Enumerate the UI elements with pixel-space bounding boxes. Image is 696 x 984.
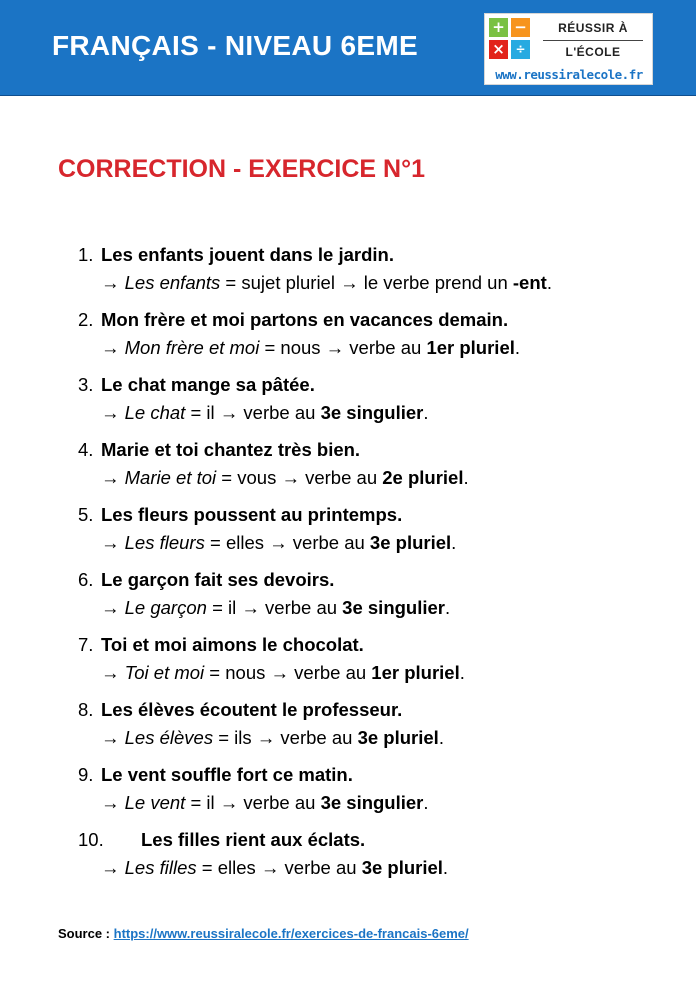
item-number: 1. bbox=[78, 244, 94, 265]
item-correction bbox=[101, 724, 678, 752]
source-label: Source : bbox=[58, 926, 114, 941]
item-sentence: Les enfants jouent dans le jardin. bbox=[101, 244, 394, 265]
item-conjugation: 2e pluriel bbox=[382, 467, 464, 488]
item-equivalence: = sujet pluriel bbox=[220, 272, 341, 293]
arrow-icon: → bbox=[101, 662, 120, 683]
item-number: 4. bbox=[78, 439, 94, 460]
divide-icon: ÷ bbox=[511, 40, 530, 59]
item-number: 5. bbox=[78, 504, 94, 525]
item-equivalence: = vous bbox=[216, 467, 282, 488]
arrow-icon: → bbox=[281, 467, 300, 488]
item-correction bbox=[101, 594, 678, 622]
arrow-icon: → bbox=[101, 532, 120, 553]
logo bbox=[484, 13, 653, 85]
item-correction bbox=[101, 529, 678, 557]
item-conjugation: 3e pluriel bbox=[369, 532, 452, 553]
list-item bbox=[78, 241, 678, 297]
item-conjugation: 3e pluriel bbox=[361, 857, 443, 878]
item-period: . bbox=[438, 727, 444, 748]
logo-text-line1: RÉUSSIR À bbox=[558, 21, 628, 35]
source-line bbox=[58, 926, 469, 941]
item-correction bbox=[101, 854, 678, 882]
item-equivalence: = elles bbox=[196, 857, 261, 878]
item-sentence: Le chat mange sa pâtée. bbox=[101, 374, 315, 395]
arrow-icon: → bbox=[241, 597, 260, 618]
minus-icon: − bbox=[511, 18, 530, 37]
item-period: . bbox=[423, 402, 429, 423]
item-period: . bbox=[442, 857, 449, 878]
item-number: 10. bbox=[78, 829, 104, 850]
page-title: CORRECTION - EXERCICE N°1 bbox=[58, 155, 425, 183]
plus-icon: + bbox=[489, 18, 508, 37]
item-rule: verbe au bbox=[259, 597, 343, 618]
list-item bbox=[78, 306, 678, 362]
arrow-icon: → bbox=[256, 727, 276, 748]
item-rule: verbe au bbox=[289, 662, 372, 683]
arrow-icon: → bbox=[219, 402, 239, 423]
item-subject: Le chat bbox=[124, 402, 186, 423]
list-item bbox=[78, 566, 678, 622]
item-sentence: Mon frère et moi partons en vacances demain. bbox=[101, 309, 509, 330]
list-item bbox=[78, 696, 678, 752]
item-number: 6. bbox=[78, 569, 94, 590]
item-subject: Les fleurs bbox=[124, 532, 205, 553]
item-conjugation: 1er pluriel bbox=[426, 337, 515, 358]
item-correction bbox=[101, 464, 678, 492]
arrow-icon: → bbox=[101, 792, 120, 813]
arrow-icon: → bbox=[101, 467, 120, 488]
item-subject: Mon frère et moi bbox=[124, 337, 260, 358]
item-sentence: Les élèves écoutent le professeur. bbox=[101, 699, 403, 720]
item-equivalence: = il bbox=[185, 402, 220, 423]
arrow-icon: → bbox=[101, 597, 120, 618]
item-correction bbox=[101, 334, 678, 362]
item-rule: verbe au bbox=[275, 727, 358, 748]
item-equivalence: = ils bbox=[213, 727, 257, 748]
item-subject: Les enfants bbox=[124, 272, 221, 293]
item-period: . bbox=[463, 467, 469, 488]
arrow-icon: → bbox=[101, 857, 120, 878]
item-subject: Marie et toi bbox=[124, 467, 217, 488]
logo-text-line2: L'ÉCOLE bbox=[565, 45, 621, 59]
item-rule: verbe au bbox=[287, 532, 370, 553]
item-period: . bbox=[546, 272, 552, 293]
item-number: 2. bbox=[78, 309, 94, 330]
list-item bbox=[78, 631, 678, 687]
item-equivalence: = elles bbox=[204, 532, 270, 553]
item-rule: verbe au bbox=[344, 337, 427, 358]
item-number: 3. bbox=[78, 374, 94, 395]
arrow-icon: → bbox=[219, 792, 239, 813]
item-conjugation: 3e singulier bbox=[320, 792, 424, 813]
multiply-icon: × bbox=[489, 40, 508, 59]
item-conjugation: 1er pluriel bbox=[371, 662, 460, 683]
item-number: 8. bbox=[78, 699, 94, 720]
arrow-icon: → bbox=[101, 727, 120, 748]
list-item bbox=[78, 761, 678, 817]
item-conjugation: 3e singulier bbox=[320, 402, 424, 423]
arrow-icon: → bbox=[101, 402, 120, 423]
item-rule: verbe au bbox=[238, 792, 321, 813]
item-rule: verbe au bbox=[238, 402, 321, 423]
item-subject: Toi et moi bbox=[124, 662, 205, 683]
item-period: . bbox=[451, 532, 457, 553]
arrow-icon: → bbox=[270, 662, 290, 683]
item-conjugation: 3e pluriel bbox=[357, 727, 439, 748]
header-banner bbox=[0, 0, 696, 96]
logo-url: www.reussiralecole.fr bbox=[495, 67, 643, 82]
arrow-icon: → bbox=[260, 857, 280, 878]
arrow-icon: → bbox=[101, 272, 120, 293]
list-item bbox=[78, 826, 678, 882]
item-sentence: Les filles rient aux éclats. bbox=[141, 829, 366, 850]
item-subject: Le vent bbox=[124, 792, 186, 813]
item-sentence: Les fleurs poussent au printemps. bbox=[101, 504, 403, 525]
item-equivalence: = il bbox=[206, 597, 242, 618]
item-conjugation: -ent bbox=[512, 272, 547, 293]
item-sentence: Toi et moi aimons le chocolat. bbox=[101, 634, 364, 655]
item-period: . bbox=[514, 337, 521, 358]
item-correction bbox=[101, 789, 678, 817]
logo-divider bbox=[543, 40, 643, 41]
item-rule: le verbe prend un bbox=[358, 272, 513, 293]
arrow-icon: → bbox=[269, 532, 288, 553]
item-sentence: Le vent souffle fort ce matin. bbox=[101, 764, 353, 785]
item-period: . bbox=[423, 792, 429, 813]
item-conjugation: 3e singulier bbox=[342, 597, 445, 618]
header-title: FRANÇAIS - NIVEAU 6EME bbox=[52, 30, 418, 61]
item-period: . bbox=[459, 662, 465, 683]
item-subject: Le garçon bbox=[124, 597, 207, 618]
arrow-icon: → bbox=[325, 337, 345, 358]
item-correction bbox=[101, 399, 678, 427]
arrow-icon: → bbox=[101, 337, 120, 358]
item-sentence: Le garçon fait ses devoirs. bbox=[101, 569, 335, 590]
list-item bbox=[78, 501, 678, 557]
item-period: . bbox=[445, 597, 451, 618]
item-correction bbox=[101, 269, 678, 297]
item-number: 7. bbox=[78, 634, 94, 655]
item-subject: Les élèves bbox=[124, 727, 214, 748]
item-rule: verbe au bbox=[279, 857, 362, 878]
item-subject: Les filles bbox=[124, 857, 197, 878]
item-equivalence: = il bbox=[185, 792, 220, 813]
list-item bbox=[78, 436, 678, 492]
item-sentence: Marie et toi chantez très bien. bbox=[101, 439, 361, 460]
item-equivalence: = nous bbox=[204, 662, 271, 683]
item-number: 9. bbox=[78, 764, 94, 785]
source-link[interactable]: https://www.reussiralecole.fr/exercices-de-francais-6eme/ bbox=[113, 926, 469, 941]
item-equivalence: = nous bbox=[259, 337, 326, 358]
list-item bbox=[78, 371, 678, 427]
arrow-icon: → bbox=[340, 272, 359, 293]
item-correction bbox=[101, 659, 678, 687]
item-rule: verbe au bbox=[299, 467, 383, 488]
